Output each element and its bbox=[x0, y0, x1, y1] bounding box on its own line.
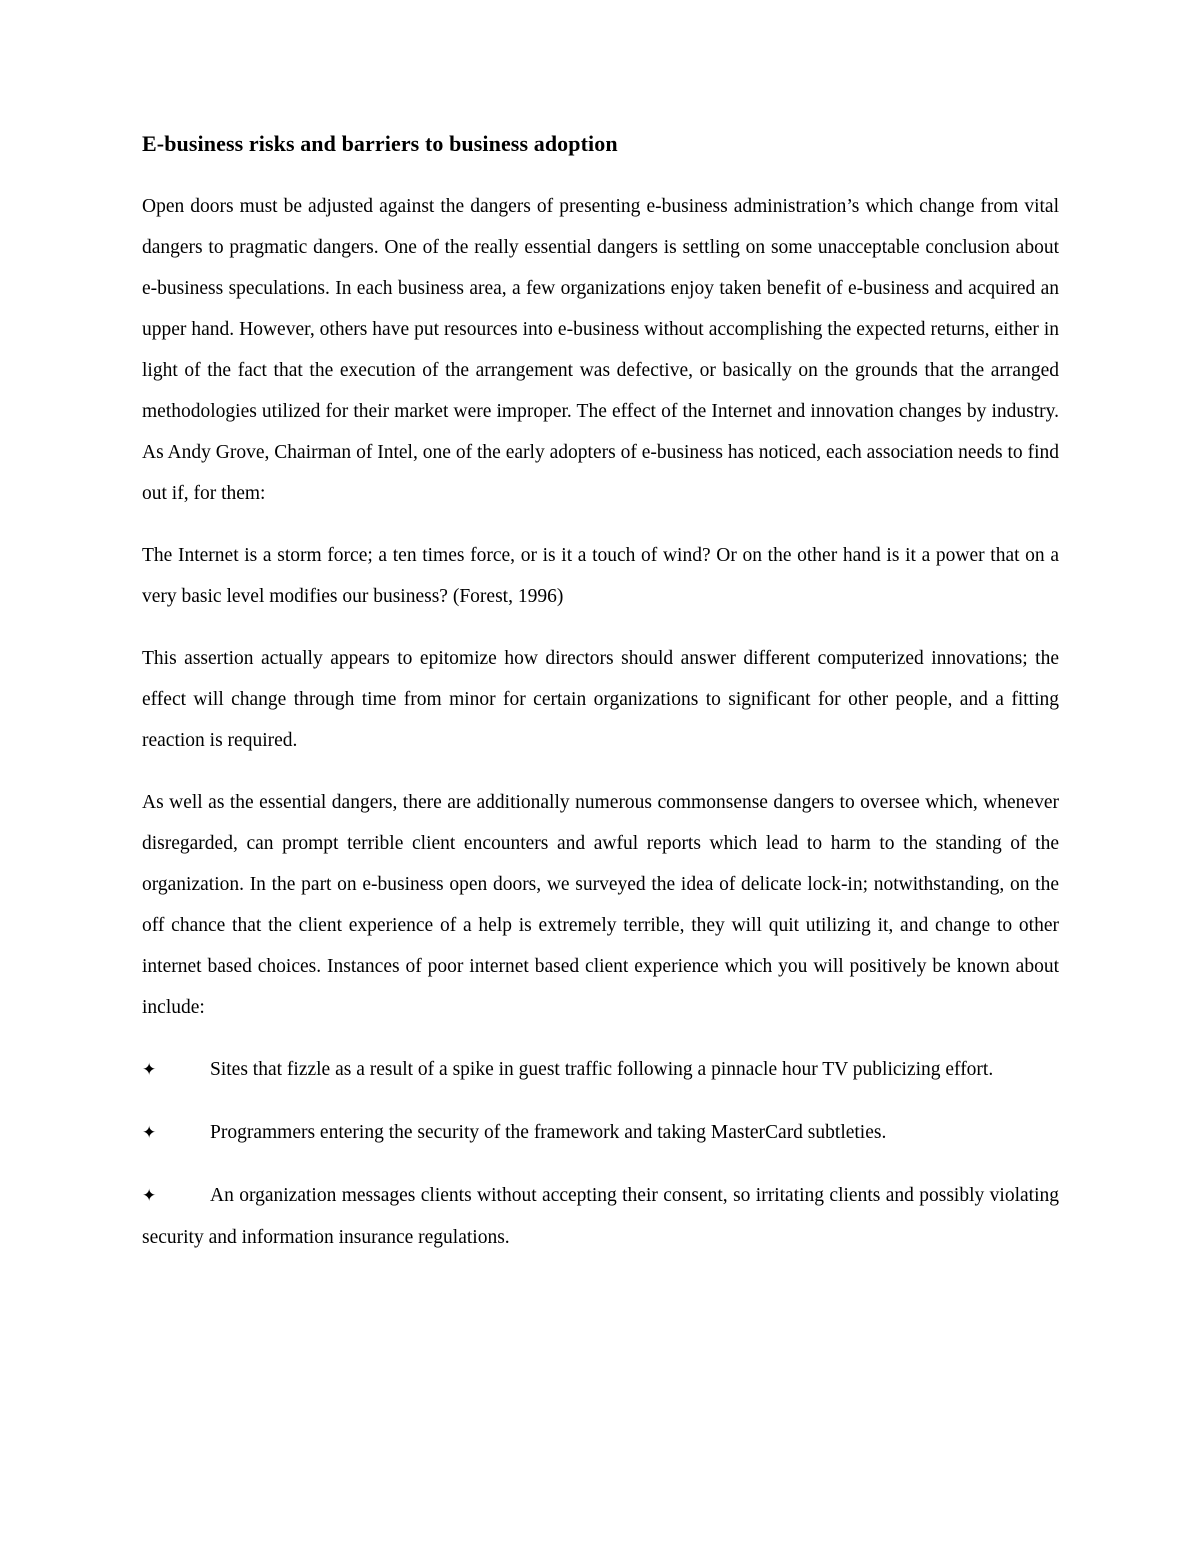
body-paragraph: As well as the essential dangers, there are additionally numerous commonsense dangers to oversee which, whenever disregarded, can prompt terrible client encounters and awful reports which lead to harm to the standing of the organization. In the part on e-business open doors, we surveyed the idea of delicate lock-in; notwithstanding, on the off chance that the client experience of a help is extremely terrible, they will quit utilizing it, and change to other internet based choices. Instances of poor internet based client experience which you will positively be known about include: bbox=[142, 792, 1059, 1018]
list-item-label: Programmers entering the security of the framework and taking MasterCard subtleties. bbox=[210, 1122, 887, 1143]
list-item-label: An organization messages clients without accepting their consent, so irritating clients and possibly violating security and information insurance regulations. bbox=[142, 1185, 1059, 1248]
body-paragraph: This assertion actually appears to epitomize how directors should answer different computerized innovations; the effect will change through time from minor for certain organizations to significant for other people, and a fitting reaction is required. bbox=[142, 648, 1059, 751]
document-content bbox=[142, 130, 1059, 1279]
four-pointed-star-bullet-icon: ✦ bbox=[142, 1123, 157, 1143]
body-paragraph: Open doors must be adjusted against the dangers of presenting e-business administration’s which change from vital dangers to pragmatic dangers. One of the really essential dangers is settling on some unacceptable conclusion about e-business speculations. In each business area, a few organizations enjoy taken benefit of e-business and acquired an upper hand. However, others have put resources into e-business without accomplishing the expected returns, either in light of the fact that the execution of the arrangement was defective, or basically on the grounds that the arranged methodologies utilized for their market were improper. The effect of the Internet and innovation changes by industry. As Andy Grove, Chairman of Intel, one of the early adopters of e-business has noticed, each association needs to find out if, for them: bbox=[142, 196, 1059, 504]
body-paragraph: The Internet is a storm force; a ten times force, or is it a touch of wind? Or on the other hand is it a power that on a very basic level modifies our business? (Forest, 1996) bbox=[142, 545, 1059, 607]
list-item bbox=[142, 1175, 1059, 1258]
four-pointed-star-bullet-icon: ✦ bbox=[142, 1060, 157, 1080]
list-item-label: Sites that fizzle as a result of a spike in guest traffic following a pinnacle hour TV publicizing effort. bbox=[210, 1059, 994, 1080]
four-pointed-star-bullet-icon: ✦ bbox=[142, 1186, 157, 1206]
list-item bbox=[142, 1112, 1059, 1154]
page-title: E-business risks and barriers to business adoption bbox=[142, 131, 618, 156]
list-item bbox=[142, 1049, 1059, 1091]
